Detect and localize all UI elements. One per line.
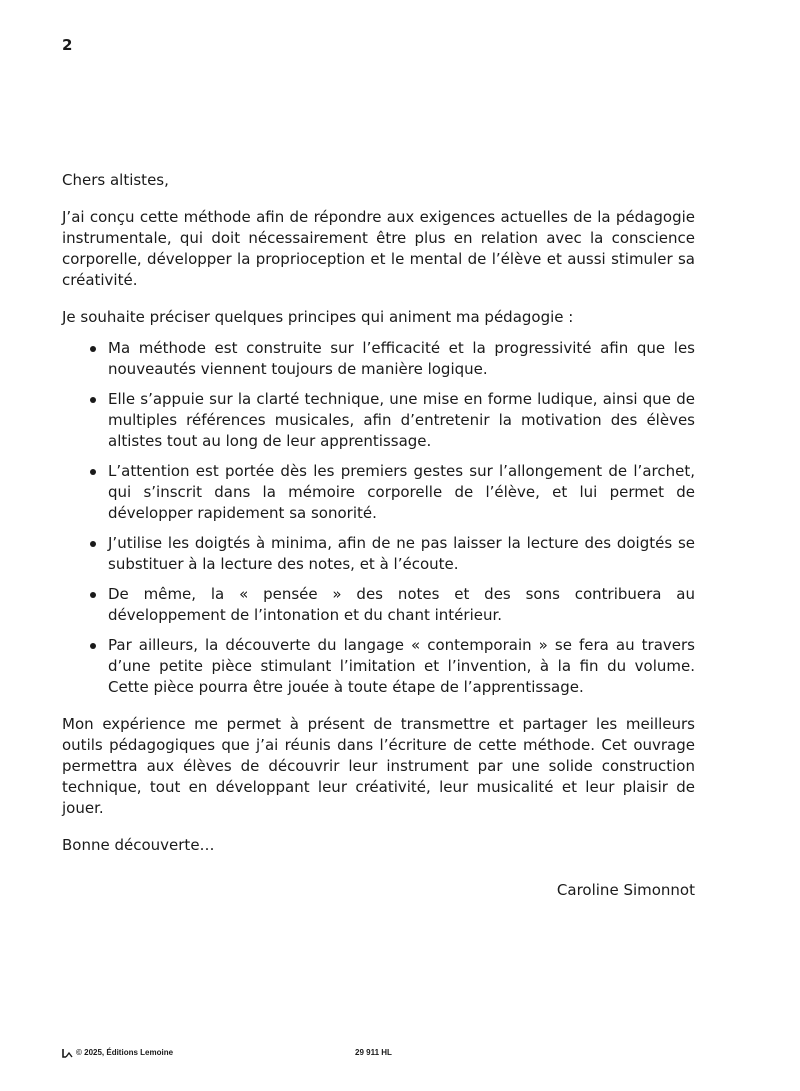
- principle-text: De même, la « pensée » des notes et des sons contribuera au développement de l’intonation et du chant intérieur.: [108, 585, 695, 624]
- principles-list: [62, 338, 695, 698]
- principle-item: [86, 533, 695, 575]
- letter-closing-paragraph: Mon expérience me permet à présent de transmettre et partager les meilleurs outils pédagogiques que j’ai réunis dans l’écriture de cette méthode. Cet ouvrage permettra aux élèves de découvrir leur instrument par une solide construction technique, tout en développant leur créativité, leur musicalité et leur plaisir de jouer.: [62, 715, 695, 817]
- letter-greeting: Chers altistes,: [62, 171, 169, 189]
- footer-reference: 29 911 HL: [355, 1048, 392, 1057]
- footer-copyright: © 2025, Éditions Lemoine: [76, 1048, 174, 1057]
- bullet-icon: [90, 397, 96, 403]
- bullet-icon: [90, 469, 96, 475]
- bullet-icon: [90, 541, 96, 547]
- principle-item: [86, 338, 695, 380]
- letter-intro-paragraph: J’ai conçu cette méthode afin de répondre aux exigences actuelles de la pédagogie instrumentale, qui doit nécessairement être plus en relation avec la conscience corporelle, développer la proprioception et le mental de l’élève et aussi stimuler sa créativité.: [62, 208, 695, 289]
- principle-item: [86, 389, 695, 452]
- lemoine-logo-icon: [62, 1049, 73, 1058]
- principles-lead-paragraph: Je souhaite préciser quelques principes qui animent ma pédagogie :: [62, 308, 574, 326]
- principle-text: J’utilise les doigtés à minima, afin de ne pas laisser la lecture des doigtés se substituer à la lecture des notes, et à l’écoute.: [108, 534, 695, 573]
- principle-text: Ma méthode est construite sur l’efficacité et la progressivité afin que les nouveautés viennent toujours de manière logique.: [108, 339, 695, 378]
- principle-text: Par ailleurs, la découverte du langage « contemporain » se fera au travers d’une petite pièce stimulant l’imitation et l’invention, à la fin du volume. Cette pièce pourra être jouée à toute étape de l’apprentissage.: [108, 636, 695, 696]
- principle-item: [86, 461, 695, 524]
- bullet-icon: [90, 346, 96, 352]
- bullet-icon: [90, 643, 96, 649]
- letter-farewell: Bonne découverte…: [62, 836, 215, 854]
- bullet-icon: [90, 592, 96, 598]
- principle-item: [86, 635, 695, 698]
- principle-text: Elle s’appuie sur la clarté technique, une mise en forme ludique, ainsi que de multiples références musicales, afin d’entretenir la motivation des élèves altistes tout au long de leur apprentissage.: [108, 390, 695, 450]
- letter-signature: Caroline Simonnot: [556, 881, 695, 899]
- letter-body: [62, 170, 695, 856]
- principle-text: L’attention est portée dès les premiers gestes sur l’allongement de l’archet, qui s’inscrit dans la mémoire corporelle de l’élève, et lui permet de développer rapidement sa sonorité.: [108, 462, 695, 522]
- page-footer: [62, 1048, 662, 1062]
- principle-item: [86, 584, 695, 626]
- page-number: 2: [62, 36, 73, 54]
